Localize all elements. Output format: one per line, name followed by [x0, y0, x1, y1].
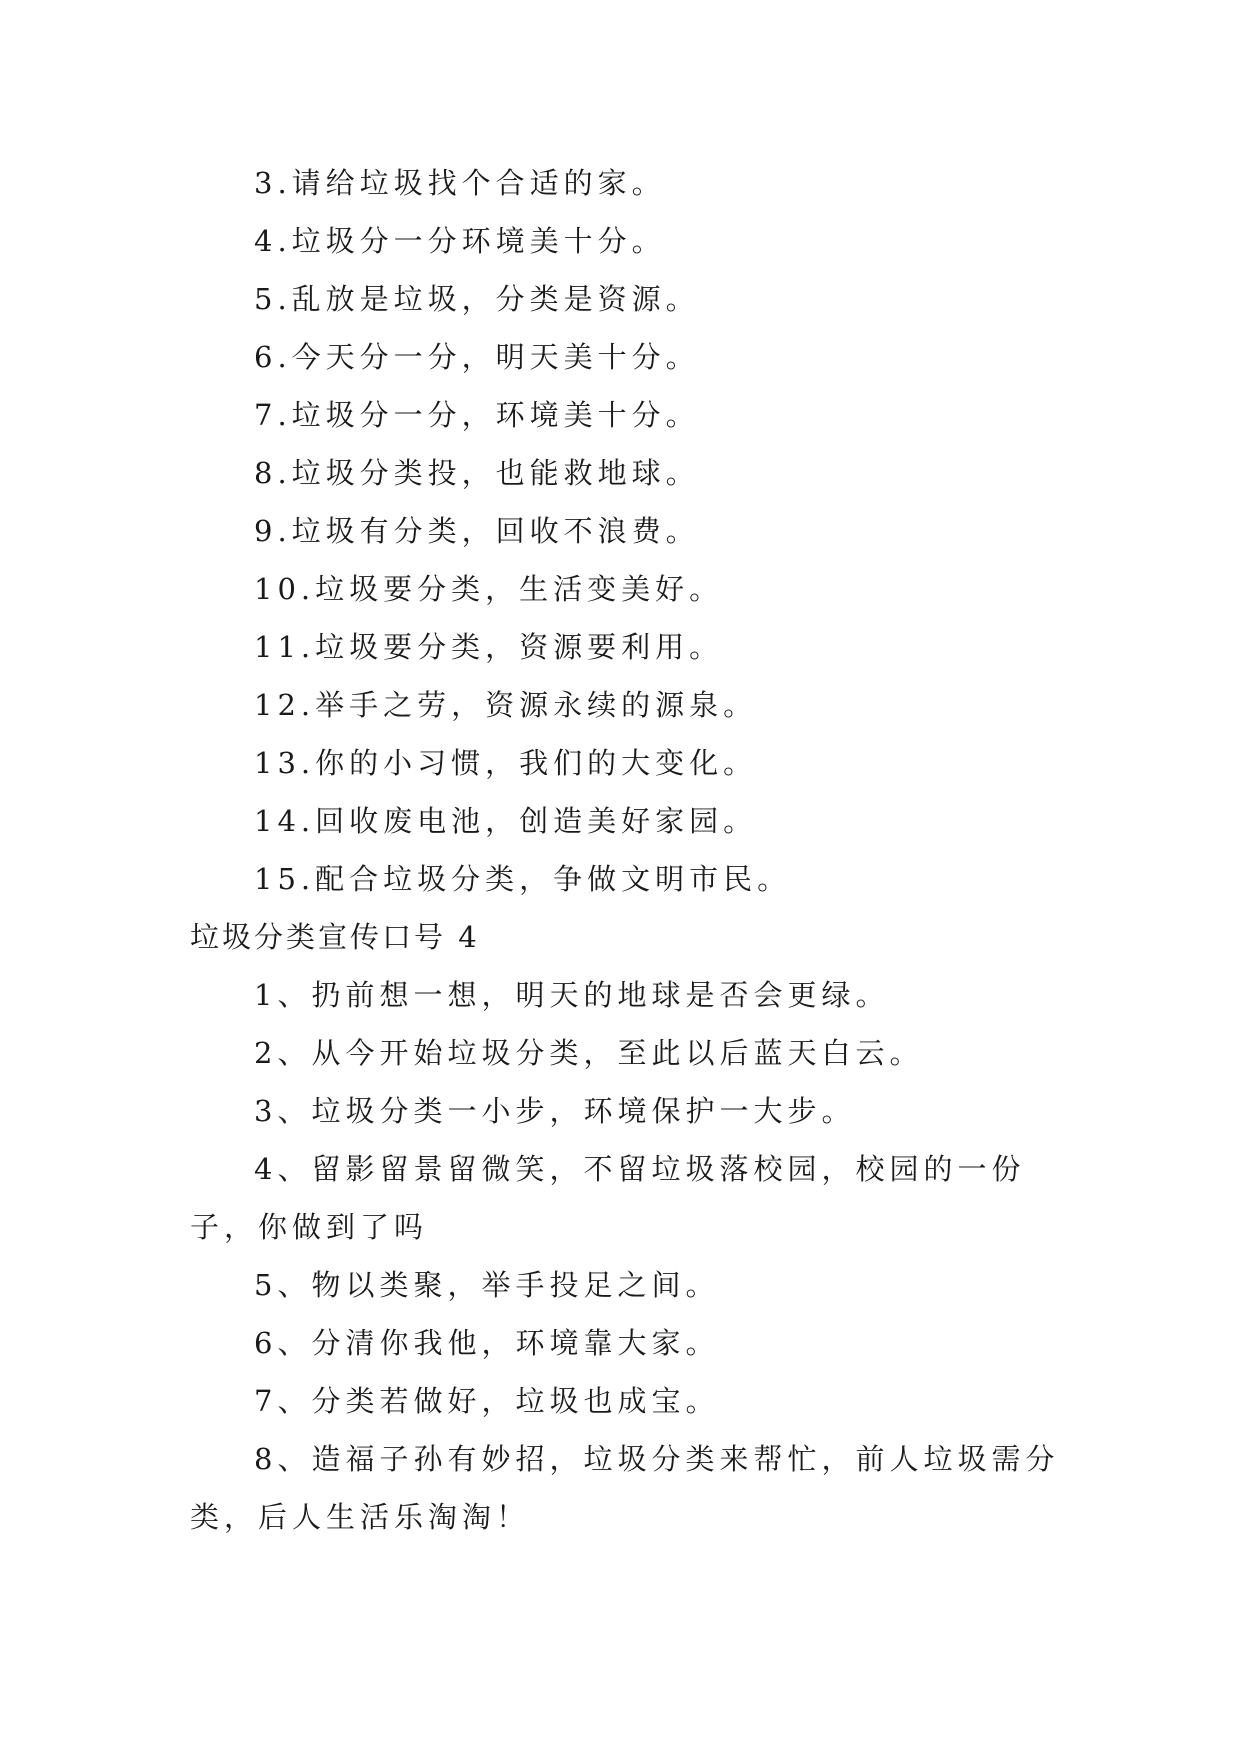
slogan-item: 3.请给垃圾找个合适的家。 — [254, 166, 666, 200]
slogan-item: 8.垃圾分类投，也能救地球。 — [254, 456, 700, 490]
slogan-item: 4.垃圾分一分环境美十分。 — [254, 224, 666, 258]
slogan-item: 13.你的小习惯，我们的大变化。 — [254, 746, 758, 780]
slogan-item: 4、留影留景留微笑，不留垃圾落校园，校园的一份子，你做到了吗 — [190, 1152, 1026, 1244]
slogan-item: 6.今天分一分，明天美十分。 — [254, 340, 700, 374]
slogan-item: 12.举手之劳，资源永续的源泉。 — [254, 688, 758, 722]
slogan-item: 8、造福子孙有妙招，垃圾分类来帮忙，前人垃圾需分类，后人生活乐淘淘！ — [190, 1442, 1060, 1534]
slogan-item: 15.配合垃圾分类，争做文明市民。 — [254, 862, 792, 896]
slogan-item: 10.垃圾要分类，生活变美好。 — [254, 572, 724, 606]
document-body — [190, 154, 1070, 1546]
slogan-item: 3、垃圾分类一小步，环境保护一大步。 — [254, 1094, 856, 1128]
slogan-item: 6、分清你我他，环境靠大家。 — [254, 1326, 720, 1360]
slogan-item: 5.乱放是垃圾，分类是资源。 — [254, 282, 700, 316]
slogan-item: 11.垃圾要分类，资源要利用。 — [254, 630, 724, 664]
slogan-item: 7.垃圾分一分，环境美十分。 — [254, 398, 700, 432]
slogan-item: 5、物以类聚，举手投足之间。 — [254, 1268, 720, 1302]
section-heading: 垃圾分类宣传口号 4 — [190, 920, 480, 954]
slogan-item: 7、分类若做好，垃圾也成宝。 — [254, 1384, 720, 1418]
slogan-item: 1、扔前想一想，明天的地球是否会更绿。 — [254, 978, 890, 1012]
slogan-item: 9.垃圾有分类，回收不浪费。 — [254, 514, 700, 548]
slogan-item: 2、从今开始垃圾分类，至此以后蓝天白云。 — [254, 1036, 924, 1070]
slogan-item: 14.回收废电池，创造美好家园。 — [254, 804, 758, 838]
